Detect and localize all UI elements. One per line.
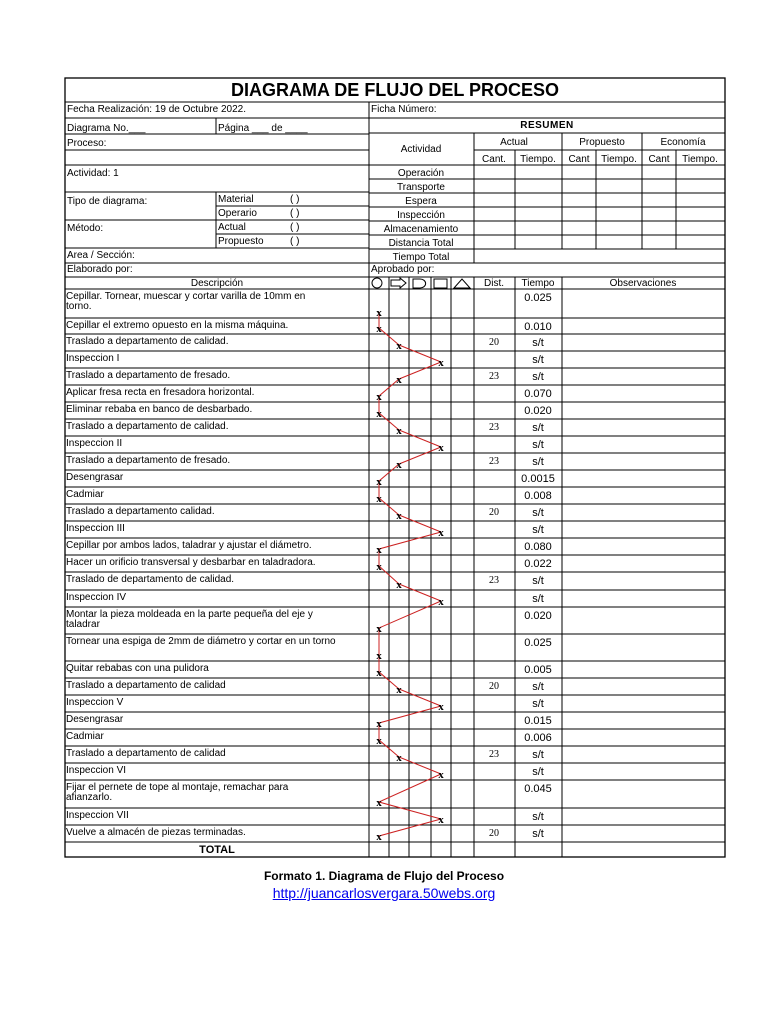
step-time: 0.0015 — [521, 473, 555, 485]
col-header-descripcion: Descripción — [190, 278, 244, 289]
step-description: torno. — [66, 301, 92, 312]
step-mark: x — [396, 579, 402, 591]
flow-connector — [379, 819, 441, 836]
step-description: Cepillar. Tornear, muescar y cortar varilla de 10mm en — [66, 291, 306, 302]
step-description: Desengrasar — [66, 472, 124, 483]
step-mark: x — [438, 442, 444, 454]
resumen-actividad-header: Actividad — [400, 144, 442, 155]
step-mark: x — [396, 684, 402, 696]
step-distance: 23 — [489, 371, 499, 382]
step-mark: x — [376, 544, 382, 556]
step-distance: 20 — [489, 507, 499, 518]
step-time: 0.022 — [524, 558, 552, 570]
step-time: s/t — [532, 681, 544, 693]
step-distance: 23 — [489, 575, 499, 586]
material-label: Material — [218, 194, 254, 205]
step-description: Eliminar rebaba en banco de desbarbado. — [66, 404, 253, 415]
step-description: Vuelve a almacén de piezas terminadas. — [66, 827, 246, 838]
step-mark: x — [376, 561, 382, 573]
step-description: Inspeccion II — [66, 438, 123, 449]
step-time: s/t — [532, 575, 544, 587]
step-time: s/t — [532, 507, 544, 519]
step-description: Inspeccion IV — [66, 592, 127, 603]
inspection-square-icon — [434, 279, 447, 288]
step-mark: x — [376, 718, 382, 730]
resumen-subheader: Cant — [648, 154, 670, 165]
step-mark: x — [438, 357, 444, 369]
step-time: 0.020 — [524, 405, 552, 417]
col-header-tiempo: Tiempo — [521, 278, 555, 289]
step-distance: 20 — [489, 337, 499, 348]
actividad-label: Actividad: 1 — [67, 168, 119, 179]
storage-triangle-icon — [454, 279, 470, 288]
resumen-subheader: Cant — [568, 154, 590, 165]
pagina-label: Página ___ de ____ — [218, 123, 308, 134]
step-time: 0.020 — [524, 610, 552, 622]
step-time: 0.045 — [524, 783, 552, 795]
resumen-row-label: Espera — [405, 196, 437, 207]
step-description: Traslado a departamento de calidad. — [66, 336, 229, 347]
step-time: 0.025 — [524, 637, 552, 649]
step-mark: x — [376, 831, 382, 843]
step-description: Hacer un orificio transversal y desbarbar en taladradora. — [66, 557, 316, 568]
step-description: Traslado de departamento de calidad. — [66, 574, 235, 585]
resumen-row-label: Inspección — [397, 210, 445, 221]
step-mark: x — [376, 735, 382, 747]
step-description: Inspeccion V — [66, 697, 124, 708]
step-description: Traslado a departamento de calidad — [66, 748, 226, 759]
step-time: s/t — [532, 828, 544, 840]
step-description: Cepillar por ambos lados, taladrar y ajustar el diámetro. — [66, 540, 312, 551]
step-time: 0.010 — [524, 321, 552, 333]
step-mark: x — [376, 797, 382, 809]
propuesto-label: Propuesto — [218, 236, 264, 247]
col-header-dist: Dist. — [484, 278, 504, 289]
step-mark: x — [376, 493, 382, 505]
step-description: Inspeccion VI — [66, 765, 127, 776]
flow-connector — [399, 515, 441, 532]
step-mark: x — [376, 623, 382, 635]
step-time: 0.025 — [524, 292, 552, 304]
step-time: 0.015 — [524, 715, 552, 727]
document-title: DIAGRAMA DE FLUJO DEL PROCESO — [230, 80, 560, 100]
flow-connector — [399, 584, 441, 601]
step-time: s/t — [532, 524, 544, 536]
step-time: s/t — [532, 593, 544, 605]
step-description: Quitar rebabas con una pulidora — [66, 663, 209, 674]
step-distance: 20 — [489, 828, 499, 839]
resumen-row-label: Transporte — [397, 182, 445, 193]
step-mark: x — [438, 527, 444, 539]
elaborado-label: Elaborado por: — [67, 264, 133, 275]
step-time: s/t — [532, 456, 544, 468]
step-mark: x — [438, 596, 444, 608]
actual-label: Actual — [218, 222, 246, 233]
step-distance: 23 — [489, 422, 499, 433]
paren: ( ) — [290, 236, 300, 247]
paren: ( ) — [290, 208, 300, 219]
caption-title: Formato 1. Diagrama de Flujo del Proceso — [263, 869, 505, 883]
step-description: Montar la pieza moldeada en la parte pequeña del eje y — [66, 609, 313, 620]
step-mark: x — [376, 323, 382, 335]
flow-connector — [399, 345, 441, 362]
metodo-label: Método: — [67, 223, 104, 234]
flow-connector — [379, 706, 441, 723]
step-description: Inspeccion VII — [66, 810, 129, 821]
step-description: Desengrasar — [66, 714, 124, 725]
resumen-row-label: Distancia Total — [388, 238, 454, 249]
flow-connector — [379, 774, 441, 802]
resumen-group: Actual — [500, 137, 528, 148]
resumen-subheader: Cant. — [482, 154, 506, 165]
flow-connector — [399, 430, 441, 447]
step-mark: x — [376, 408, 382, 420]
step-description: Inspeccion I — [66, 353, 120, 364]
resumen-title: RESUMEN — [520, 120, 574, 131]
step-mark: x — [376, 667, 382, 679]
step-mark: x — [396, 374, 402, 386]
fecha-label: Fecha Realización: 19 de Octubre 2022. — [67, 104, 246, 115]
step-description: Tornear una espiga de 2mm de diámetro y cortar en un torno — [66, 636, 336, 647]
col-header-observaciones: Observaciones — [609, 278, 677, 289]
flow-connector — [399, 757, 441, 774]
resumen-subheader: Tiempo. — [601, 154, 637, 165]
step-mark: x — [396, 459, 402, 471]
step-description: Aplicar fresa recta en fresadora horizontal. — [66, 387, 255, 398]
step-mark: x — [376, 307, 382, 319]
ficha-label: Ficha Número: — [371, 104, 437, 115]
step-description: Traslado a departamento de calidad. — [66, 421, 229, 432]
step-time: s/t — [532, 698, 544, 710]
step-distance: 23 — [489, 456, 499, 467]
step-time: 0.006 — [524, 732, 552, 744]
step-description: Traslado a departamento calidad. — [66, 506, 215, 517]
source-link[interactable]: http://juancarlosvergara.50webs.org — [272, 885, 496, 901]
step-mark: x — [376, 476, 382, 488]
resumen-subheader: Tiempo. — [682, 154, 718, 165]
resumen-row-label: Operación — [397, 168, 445, 179]
resumen-row-label: Tiempo Total — [392, 252, 450, 263]
total-label: TOTAL — [199, 844, 235, 856]
step-time: s/t — [532, 749, 544, 761]
resumen-subheader: Tiempo. — [520, 154, 556, 165]
step-description: Traslado a departamento de calidad — [66, 680, 226, 691]
step-description: Cadmiar — [66, 731, 104, 742]
paren: ( ) — [290, 194, 300, 205]
step-description: Traslado a departamento de fresado. — [66, 370, 231, 381]
flow-connector — [399, 447, 441, 464]
step-time: 0.080 — [524, 541, 552, 553]
resumen-group: Propuesto — [579, 137, 625, 148]
step-time: s/t — [532, 766, 544, 778]
step-description: taladrar — [66, 619, 100, 630]
step-time: 0.070 — [524, 388, 552, 400]
step-time: 0.008 — [524, 490, 552, 502]
step-time: s/t — [532, 337, 544, 349]
step-description: Fijar el pernete de tope al montaje, remachar para — [66, 782, 289, 793]
step-mark: x — [396, 752, 402, 764]
step-description: Cepillar el extremo opuesto en la misma máquina. — [66, 320, 289, 331]
diagrama-no-label: Diagrama No.___ — [67, 123, 146, 134]
flow-connector — [379, 802, 441, 819]
step-time: s/t — [532, 371, 544, 383]
delay-symbol-icon — [413, 279, 426, 288]
step-mark: x — [396, 340, 402, 352]
flow-connector — [399, 689, 441, 706]
step-time: s/t — [532, 439, 544, 451]
flow-connector — [379, 601, 441, 628]
proceso-label: Proceso: — [67, 138, 107, 149]
flow-connector — [399, 362, 441, 379]
step-distance: 23 — [489, 749, 499, 760]
resumen-group: Economía — [660, 137, 706, 148]
step-mark: x — [438, 701, 444, 713]
step-description: afianzarlo. — [66, 792, 113, 803]
flow-connector — [379, 532, 441, 549]
paren: ( ) — [290, 222, 300, 233]
step-time: s/t — [532, 354, 544, 366]
step-description: Traslado a departamento de fresado. — [66, 455, 231, 466]
operario-label: Operario — [218, 208, 257, 219]
step-mark: x — [376, 391, 382, 403]
step-time: s/t — [532, 422, 544, 434]
resumen-row-label: Almacenamiento — [383, 224, 459, 235]
step-time: s/t — [532, 811, 544, 823]
step-distance: 20 — [489, 681, 499, 692]
area-label: Area / Sección: — [67, 250, 135, 261]
tipo-label: Tipo de diagrama: — [67, 196, 148, 207]
aprobado-label: Aprobado por: — [371, 264, 435, 275]
step-mark: x — [376, 650, 382, 662]
step-mark: x — [396, 510, 402, 522]
transport-arrow-icon — [391, 278, 406, 288]
step-mark: x — [438, 814, 444, 826]
step-description: Cadmiar — [66, 489, 104, 500]
operation-symbol-icon — [372, 278, 382, 288]
step-description: Inspeccion III — [66, 523, 125, 534]
step-mark: x — [396, 425, 402, 437]
step-time: 0.005 — [524, 664, 552, 676]
step-mark: x — [438, 769, 444, 781]
